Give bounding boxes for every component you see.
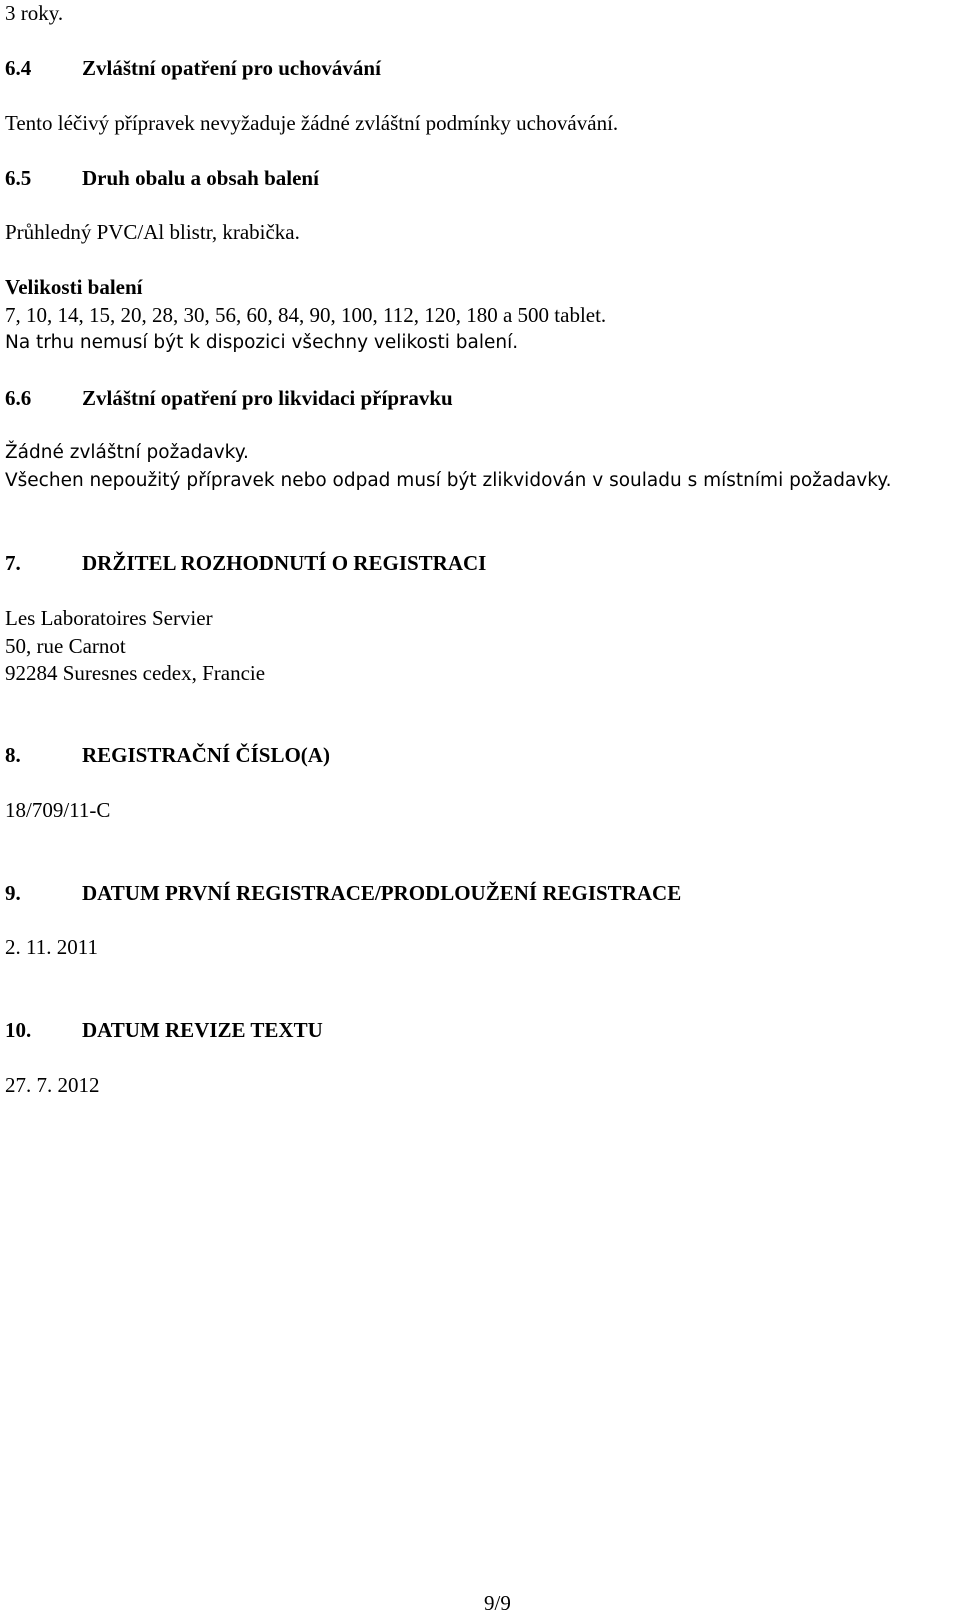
section-number: 10. [5,1018,32,1042]
section-number: 8. [5,743,21,767]
section-title: Zvláštní opatření pro likvidaci přípravku [82,386,453,410]
section-6-4-heading [5,55,381,81]
section-number: 6.4 [5,56,32,80]
section-title: DATUM REVIZE TEXTU [82,1018,323,1042]
disposal-line-2: Všechen nepoužitý přípravek nebo odpad musí být zlikvidován v souladu s místními požadavky. [5,470,892,491]
section-title: DATUM PRVNÍ REGISTRACE/PRODLOUŽENÍ REGISTRACE [82,881,682,905]
section-title: REGISTRAČNÍ ČÍSLO(A) [82,743,330,767]
section-number: 7. [5,551,21,575]
holder-address-line: Les Laboratoires Servier [5,606,213,630]
revision-date: 27. 7. 2012 [5,1073,100,1097]
section-6-4-text: Tento léčivý přípravek nevyžaduje žádné zvláštní podmínky uchovávání. [5,111,619,135]
section-number: 6.6 [5,386,32,410]
holder-address-line: 50, rue Carnot [5,634,126,658]
pack-sizes-heading: Velikosti balení [5,275,143,299]
section-title: DRŽITEL ROZHODNUTÍ O REGISTRACI [82,551,487,575]
page-number: 9/9 [484,1591,511,1615]
disposal-line-1: Žádné zvláštní požadavky. [5,442,249,463]
section-title: Zvláštní opatření pro uchovávání [82,56,381,80]
first-registration-date: 2. 11. 2011 [5,935,98,959]
pack-sizes-list: 7, 10, 14, 15, 20, 28, 30, 56, 60, 84, 90, 100, 112, 120, 180 a 500 tablet. [5,303,607,327]
holder-address-line: 92284 Suresnes cedex, Francie [5,661,266,685]
section-number: 6.5 [5,166,32,190]
section-6-5-heading [5,165,319,191]
section-10-heading [5,1017,323,1043]
section-7-heading [5,550,486,576]
shelf-life-text: 3 roky. [5,1,64,25]
registration-number: 18/709/11-C [5,798,111,822]
section-number: 9. [5,881,21,905]
section-6-6-heading [5,385,453,411]
pack-sizes-note: Na trhu nemusí být k dispozici všechny velikosti balení. [5,332,519,353]
packaging-text: Průhledný PVC/Al blistr, krabička. [5,220,300,244]
section-title: Druh obalu a obsah balení [82,166,319,190]
section-9-heading [5,880,681,906]
section-8-heading [5,742,330,768]
